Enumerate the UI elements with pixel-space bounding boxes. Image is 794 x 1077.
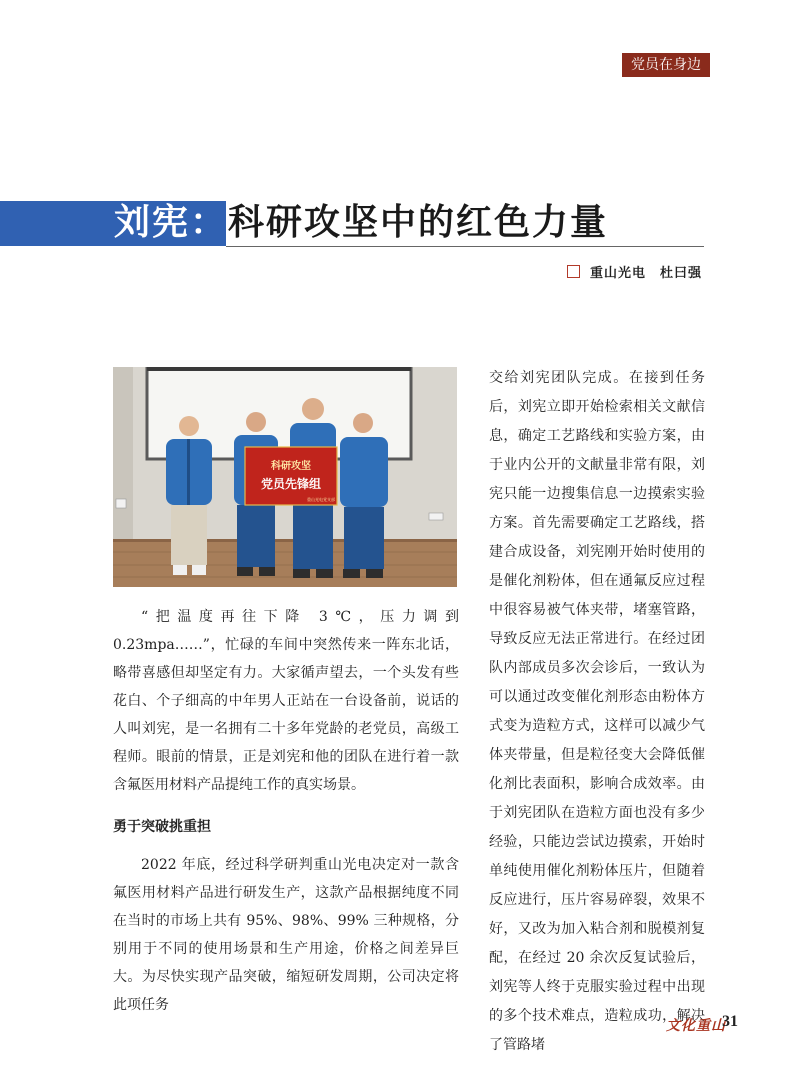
team-photo bbox=[113, 367, 457, 587]
banner-line1: 科研攻坚 bbox=[271, 461, 311, 472]
banner-small: 重山光电党支部 bbox=[307, 497, 335, 502]
right-column bbox=[489, 364, 705, 1060]
magazine-logo: 文化重山 bbox=[666, 1018, 726, 1034]
title-name-text: 刘宪 bbox=[114, 202, 191, 243]
left-column bbox=[113, 603, 459, 1019]
banner-line2: 党员先锋组 bbox=[260, 477, 322, 491]
byline bbox=[567, 262, 702, 281]
byline-author: 杜曰强 bbox=[659, 266, 702, 281]
square-bullet-icon bbox=[567, 265, 580, 278]
paragraph-continued: 交给刘宪团队完成。在接到任务后，刘宪立即开始检索相关文献信息，确定工艺路线和实验方案，由于业内公开的文献量非常有限，刘宪只能一边搜集信息一边摸索实验方案。首先需要确定工艺路线，搭建合成设备，刘宪刚开始时使用的是催化剂粉体，但在通氟反应过程中很容易被气体夹带，堵塞管路，导致反应无法正常进行。在经过团队内部成员多次会诊后，一致认为可以通过改变催化剂形态由粉体方式变为造粒方式，这样可以减少气体夹带量，但是粒径变大会降低催化剂比表面积，影响合成效率。由于刘宪团队在造粒方面也没有多少经验，只能边尝试边摸索，开始时单纯使用催化剂粉体压片，但随着反应进行，压片容易碎裂，效果不好，又改为加入粘合剂和脱模剂复配，在经过 20 余次反复试验后，刘宪等人终于克服实验过程中出现的多个技术难点，造粒成功，解决了管路堵 bbox=[489, 370, 705, 1053]
paragraph-intro: “把温度再往下降 3℃，压力调到 0.23mpa……”，忙碌的车间中突然传来一阵东北话，略带喜感但却坚定有力。大家循声望去，一个头发有些花白、个子细高的中年男人正站在一台设备前，说话的人叫刘宪，是一名拥有二十多年党龄的老党员，高级工程师。眼前的情景，正是刘宪和他的团队在进行着一款含氟医用材料产品提纯工作的真实场景。 bbox=[113, 609, 459, 793]
section-heading: 勇于突破挑重担 bbox=[113, 819, 211, 835]
section-tag: 党员在身边 bbox=[622, 53, 710, 77]
article-title-subtitle: 科研攻坚中的红色力量 bbox=[228, 202, 609, 243]
paragraph-2022: 2022 年底，经过科学研判重山光电决定对一款含氟医用材料产品进行研发生产，这款产品根据纯度不同在当时的市场上共有 95%、98%、99% 三种规格，分别用于不同的使用场景和生产用途，价格之间差异巨大。为尽快实现产品突破，缩短研发周期，公司决定将此项任务 bbox=[113, 857, 459, 1013]
byline-org: 重山光电 bbox=[589, 266, 646, 281]
article-title-name bbox=[114, 198, 228, 248]
page-number: 31 bbox=[722, 1013, 738, 1030]
title-colon: ： bbox=[190, 202, 229, 243]
